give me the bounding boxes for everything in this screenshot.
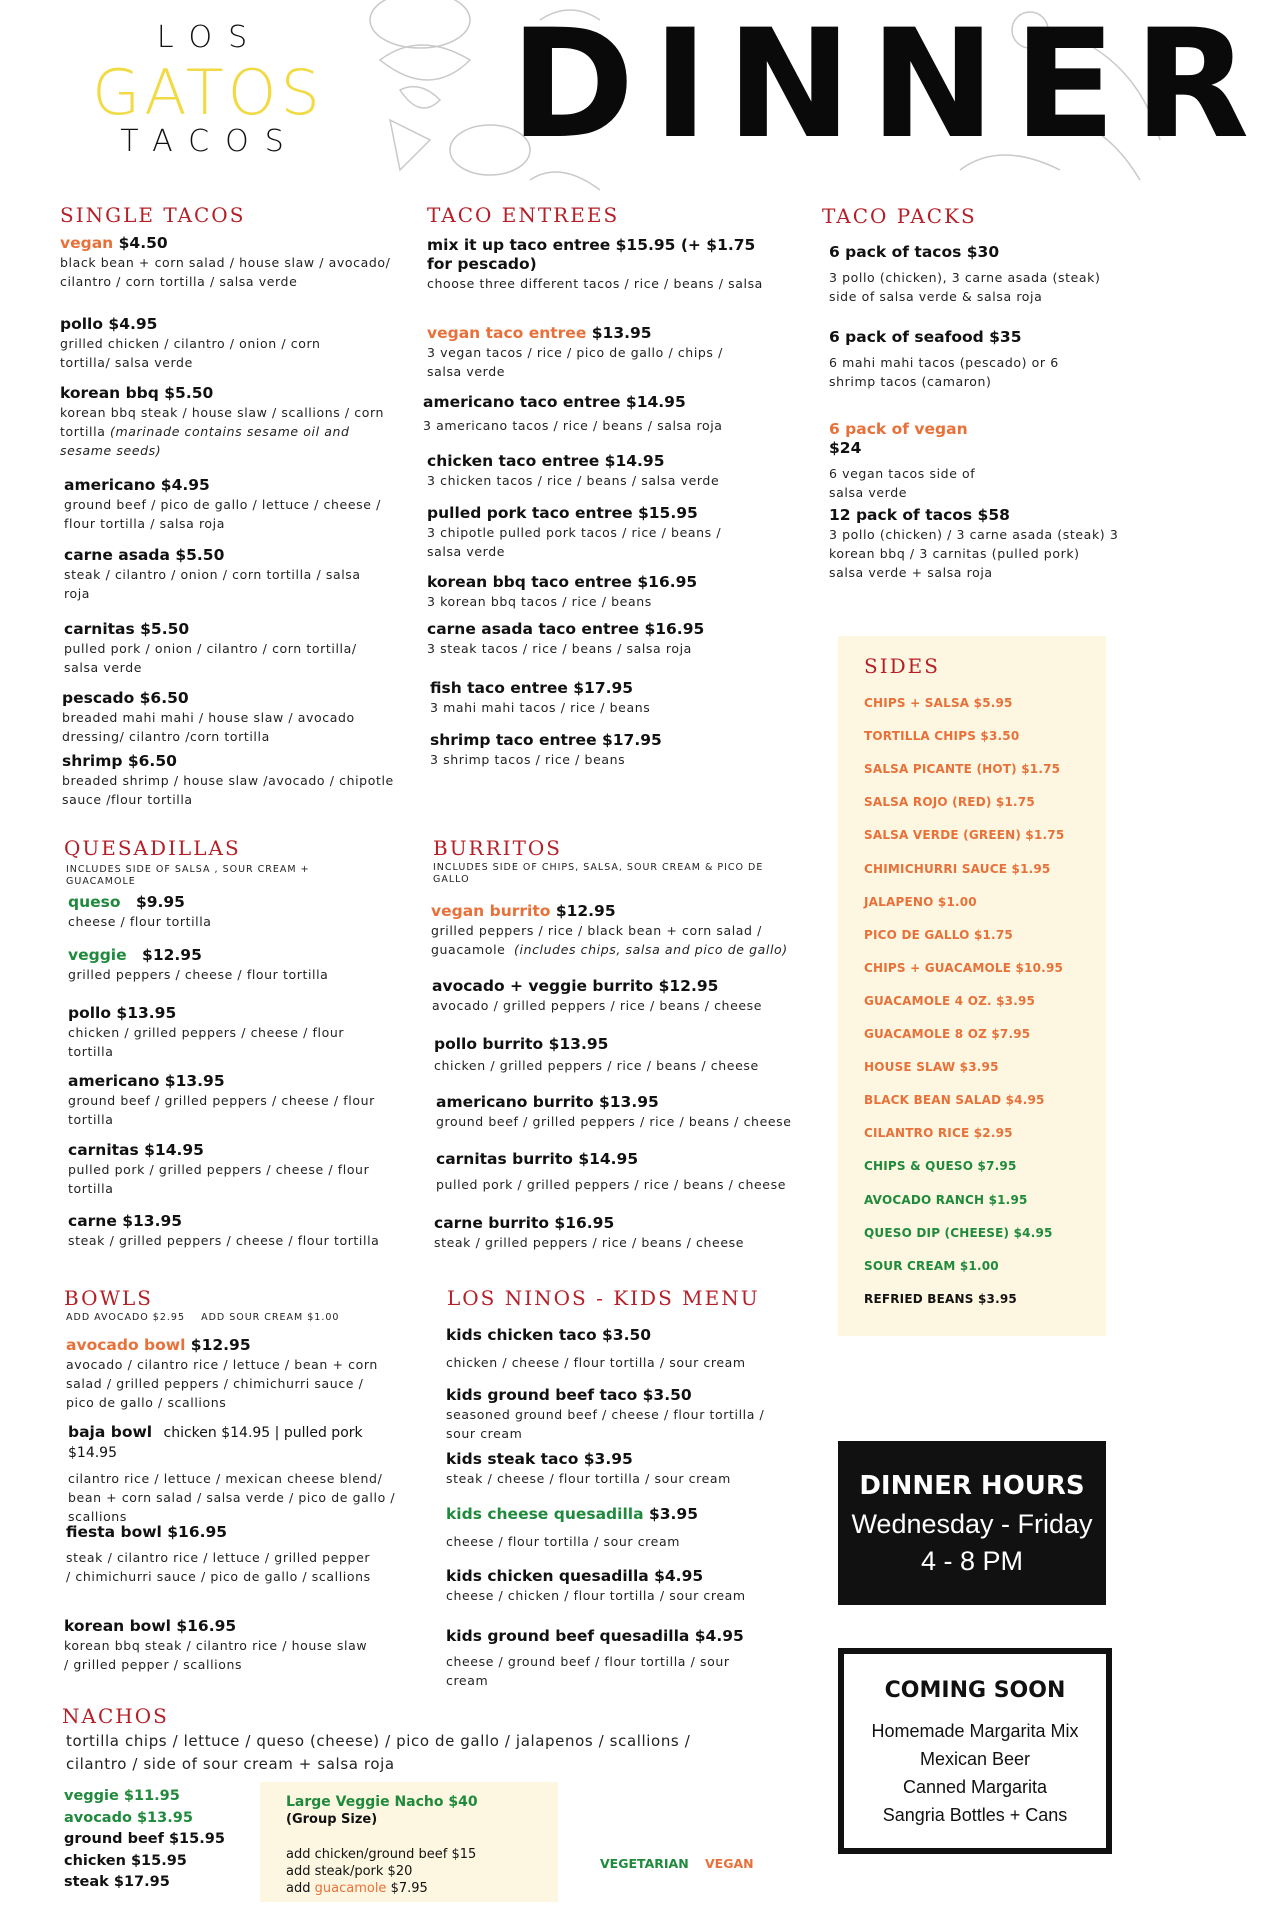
side-item: TORTILLA CHIPS $3.50 <box>864 729 1020 744</box>
menu-item-carne-asada-taco: carne asada $5.50 steak / cilantro / onion / corn tortilla / salsa roja <box>64 546 361 601</box>
side-item: REFRIED BEANS $3.95 <box>864 1291 1017 1306</box>
menu-item-korean-bowl: korean bowl $16.95 korean bbq steak / cilantro rice / house slaw / grilled pepper / scallions <box>64 1617 368 1672</box>
side-item: HOUSE SLAW $3.95 <box>864 1060 999 1075</box>
menu-item-shrimp-taco: shrimp $6.50 breaded shrimp / house slaw /avocado / chipotle sauce /flour tortilla <box>62 752 394 807</box>
menu-item-pollo-taco: pollo $4.95 grilled chicken / cilantro / onion / corn tortilla/ salsa verde <box>60 315 321 370</box>
coming-soon-item: Canned Margarita <box>902 1777 1048 1797</box>
menu-item-vegan-taco: vegan $4.50 black bean + corn salad / house slaw / avocado/ cilantro / corn tortilla / salsa verde <box>60 234 391 289</box>
logo-gatos: GATOS <box>92 56 324 129</box>
menu-item-pollo-burrito: pollo burrito $13.95 chicken / grilled peppers / rice / beans / cheese <box>434 1035 759 1073</box>
menu-item-americano-taco: americano $4.95 ground beef / pico de gallo / lettuce / cheese / flour tortilla / salsa roja <box>64 476 381 531</box>
menu-item-12-pack-tacos: 12 pack of tacos $58 3 pollo (chicken) / 3 carne asada (steak) 3 korean bbq / 3 carnitas (pulled pork) salsa verde + salsa roja <box>829 506 1119 580</box>
menu-item-kids-chicken-quesadilla: kids chicken quesadilla $4.95 cheese / chicken / flour tortilla / sour cream <box>446 1567 746 1603</box>
menu-item-6-pack-tacos: 6 pack of tacos $30 3 pollo (chicken), 3 carne asada (steak) side of salsa verde & salsa roja <box>829 243 1101 304</box>
menu-item-carne-quesadilla: carne $13.95 steak / grilled peppers / cheese / flour tortilla <box>68 1212 380 1248</box>
logo-tacos: TACOS <box>120 124 300 159</box>
side-item: GUACAMOLE 8 OZ $7.95 <box>864 1027 1031 1041</box>
menu-item-pulled-pork-entree: pulled pork taco entree $15.95 3 chipotle pulled pork tacos / rice / beans / salsa verde <box>427 504 722 559</box>
burritos-note: INCLUDES SIDE OF CHIPS, SALSA, SOUR CREAM & PICO DE GALLO <box>433 862 764 885</box>
bowls-note: ADD AVOCADO $2.95 ADD SOUR CREAM $1.00 <box>66 1312 340 1323</box>
dinner-hours-title: DINNER HOURS <box>859 1471 1085 1501</box>
menu-item-carne-asada-entree: carne asada taco entree $16.95 3 steak tacos / rice / beans / salsa roja <box>427 620 705 656</box>
section-heading-quesadillas: QUESADILLAS <box>64 836 241 860</box>
large-veggie-nacho-size: (Group Size) <box>286 1812 378 1827</box>
nachos-chicken: chicken $15.95 <box>64 1852 187 1869</box>
section-heading-taco-packs: TACO PACKS <box>822 204 977 228</box>
menu-item-chicken-entree: chicken taco entree $14.95 3 chicken tacos / rice / beans / salsa verde <box>427 452 720 488</box>
menu-item-kids-ground-beef-quesadilla: kids ground beef quesadilla $4.95 cheese / ground beef / flour tortilla / sour cream <box>446 1627 744 1688</box>
side-item: PICO DE GALLO $1.75 <box>864 927 1013 942</box>
menu-item-6-pack-vegan: 6 pack of vegan $24 6 vegan tacos side of salsa verde <box>829 420 976 500</box>
legend-vegan: VEGAN <box>705 1856 754 1871</box>
menu-item-kids-cheese-quesadilla: kids cheese quesadilla $3.95 cheese / flour tortilla / sour cream <box>446 1505 698 1549</box>
menu-item-queso-quesadilla: queso $9.95 cheese / flour tortilla <box>68 893 212 929</box>
side-item: QUESO DIP (CHEESE) $4.95 <box>864 1225 1053 1240</box>
page-title: DINNER <box>510 0 1267 172</box>
menu-item-carne-burrito: carne burrito $16.95 steak / grilled peppers / rice / beans / cheese <box>434 1214 745 1250</box>
side-item: SALSA ROJO (RED) $1.75 <box>864 795 1035 810</box>
menu-item-avocado-veggie-burrito: avocado + veggie burrito $12.95 avocado / grilled peppers / rice / beans / cheese <box>432 977 763 1013</box>
menu-item-vegan-burrito: vegan burrito $12.95 grilled peppers / rice / black bean + corn salad / guacamole (includes chips, salsa and pico de gallo) <box>431 902 788 957</box>
quesadillas-note: INCLUDES SIDE OF SALSA , SOUR CREAM + GUACAMOLE <box>66 864 310 887</box>
coming-soon-item: Homemade Margarita Mix <box>871 1721 1079 1741</box>
section-heading-bowls: BOWLS <box>64 1286 154 1310</box>
menu-item-americano-quesadilla: americano $13.95 ground beef / grilled peppers / cheese / flour tortilla <box>68 1072 375 1127</box>
section-heading-burritos: BURRITOS <box>433 836 563 860</box>
menu-item-kids-chicken-taco: kids chicken taco $3.50 chicken / cheese / flour tortilla / sour cream <box>446 1326 746 1370</box>
nachos-veggie: veggie $11.95 <box>64 1788 180 1804</box>
menu-item-americano-burrito: americano burrito $13.95 ground beef / grilled peppers / rice / beans / cheese <box>436 1093 792 1129</box>
legend-vegetarian: VEGETARIAN <box>600 1856 689 1871</box>
menu-item-kids-steak-taco: kids steak taco $3.95 steak / cheese / flour tortilla / sour cream <box>446 1450 731 1486</box>
dinner-hours-time: 4 - 8 PM <box>920 1546 1024 1576</box>
menu-item-avocado-bowl: avocado bowl $12.95 avocado / cilantro rice / lettuce / bean + corn salad / grilled peppers / chimichurri sauce / pico de gallo / scallions <box>66 1336 378 1410</box>
menu-item-shrimp-entree: shrimp taco entree $17.95 3 shrimp tacos / rice / beans <box>430 731 662 767</box>
menu-item-carnitas-taco: carnitas $5.50 pulled pork / onion / cilantro / corn tortilla/ salsa verde <box>64 620 357 675</box>
menu-item-americano-entree: americano taco entree $14.95 3 americano tacos / rice / beans / salsa roja <box>423 393 723 433</box>
menu-item-korean-entree: korean bbq taco entree $16.95 3 korean bbq tacos / rice / beans <box>427 573 698 609</box>
nachos-avocado: avocado $13.95 <box>64 1809 193 1826</box>
side-item: JALAPENO $1.00 <box>864 894 977 909</box>
side-item: BLACK BEAN SALAD $4.95 <box>864 1093 1045 1108</box>
nachos-description: tortilla chips / lettuce / queso (cheese) / pico de gallo / jalapenos / scallions / cilantro / side of sour cream + salsa roja <box>66 1732 691 1773</box>
menu-item-korean-taco: korean bbq $5.50 korean bbq steak / house slaw / scallions / corn tortilla (marinade contains sesame oil and sesame seeds) <box>60 384 385 458</box>
nachos-ground-beef: ground beef $15.95 <box>64 1831 225 1847</box>
side-item: AVOCADO RANCH $1.95 <box>864 1192 1028 1207</box>
menu-item-fiesta-bowl: fiesta bowl $16.95 steak / cilantro rice / lettuce / grilled pepper / chimichurri sauce / pico de gallo / scallions <box>66 1523 371 1584</box>
menu-item-baja-bowl: baja bowl chicken $14.95 | pulled pork $14.95 cilantro rice / lettuce / mexican cheese blend/ bean + corn salad / salsa verde / pico de gallo / scallions <box>68 1423 396 1524</box>
nachos-price-list <box>64 1786 225 1894</box>
section-heading-taco-entrees: TACO ENTREES <box>427 203 620 227</box>
coming-soon-item: Mexican Beer <box>919 1749 1031 1769</box>
section-heading-sides: SIDES <box>864 654 940 678</box>
side-item: CHIPS & QUESO $7.95 <box>864 1159 1017 1174</box>
dinner-hours-box <box>838 1441 1106 1605</box>
menu-item-fish-entree: fish taco entree $17.95 3 mahi mahi tacos / rice / beans <box>430 679 651 715</box>
side-item: SALSA PICANTE (HOT) $1.75 <box>864 762 1061 777</box>
sides-panel <box>838 636 1106 1336</box>
coming-soon-title: COMING SOON <box>884 1678 1066 1703</box>
coming-soon-box <box>838 1648 1112 1854</box>
side-item: CHIPS + GUACAMOLE $10.95 <box>864 960 1064 975</box>
coming-soon-item: Sangria Bottles + Cans <box>882 1805 1068 1825</box>
menu-item-carnitas-burrito: carnitas burrito $14.95 pulled pork / grilled peppers / rice / beans / cheese <box>436 1150 786 1192</box>
large-veggie-nacho-box <box>260 1782 558 1902</box>
menu-item-pollo-quesadilla: pollo $13.95 chicken / grilled peppers / cheese / flour tortilla <box>68 1004 345 1059</box>
menu-item-6-pack-seafood: 6 pack of seafood $35 6 mahi mahi tacos (pescado) or 6 shrimp tacos (camaron) <box>829 328 1059 389</box>
menu-item-kids-ground-beef-taco: kids ground beef taco $3.50 seasoned ground beef / cheese / flour tortilla / sour cream <box>446 1386 765 1441</box>
menu-item-vegan-entree: vegan taco entree $13.95 3 vegan tacos / rice / pico de gallo / chips / salsa verde <box>427 324 723 379</box>
dinner-hours-days: Wednesday - Friday <box>851 1509 1093 1539</box>
menu-item-veggie-quesadilla: veggie $12.95 grilled peppers / cheese / flour tortilla <box>68 946 329 982</box>
side-item: SOUR CREAM $1.00 <box>864 1258 999 1273</box>
logo-los: LOS <box>156 20 264 55</box>
menu-item-pescado-taco: pescado $6.50 breaded mahi mahi / house slaw / avocado dressing/ cilantro /corn tortilla <box>62 689 355 744</box>
menu-item-mix-entree: mix it up taco entree $15.95 (+ $1.75 for pescado) choose three different tacos / rice / beans / salsa <box>427 236 763 291</box>
side-item: CHIMICHURRI SAUCE $1.95 <box>864 861 1051 876</box>
menu-item-carnitas-quesadilla: carnitas $14.95 pulled pork / grilled peppers / cheese / flour tortilla <box>68 1141 370 1196</box>
side-item: CHIPS + SALSA $5.95 <box>864 696 1013 710</box>
large-veggie-nacho-title: Large Veggie Nacho $40 <box>286 1794 478 1810</box>
section-heading-single-tacos: SINGLE TACOS <box>60 203 246 227</box>
section-heading-nachos: NACHOS <box>62 1704 169 1728</box>
side-item: SALSA VERDE (GREEN) $1.75 <box>864 828 1065 843</box>
nachos-steak: steak $17.95 <box>64 1874 170 1890</box>
large-veggie-nacho-addons: add chicken/ground beef $15 add steak/pork $20 add guacamole $7.95 <box>286 1847 477 1896</box>
section-heading-kids-menu: LOS NINOS - KIDS MENU <box>447 1286 760 1310</box>
side-item: CILANTRO RICE $2.95 <box>864 1126 1013 1141</box>
side-item: GUACAMOLE 4 OZ. $3.95 <box>864 993 1036 1008</box>
